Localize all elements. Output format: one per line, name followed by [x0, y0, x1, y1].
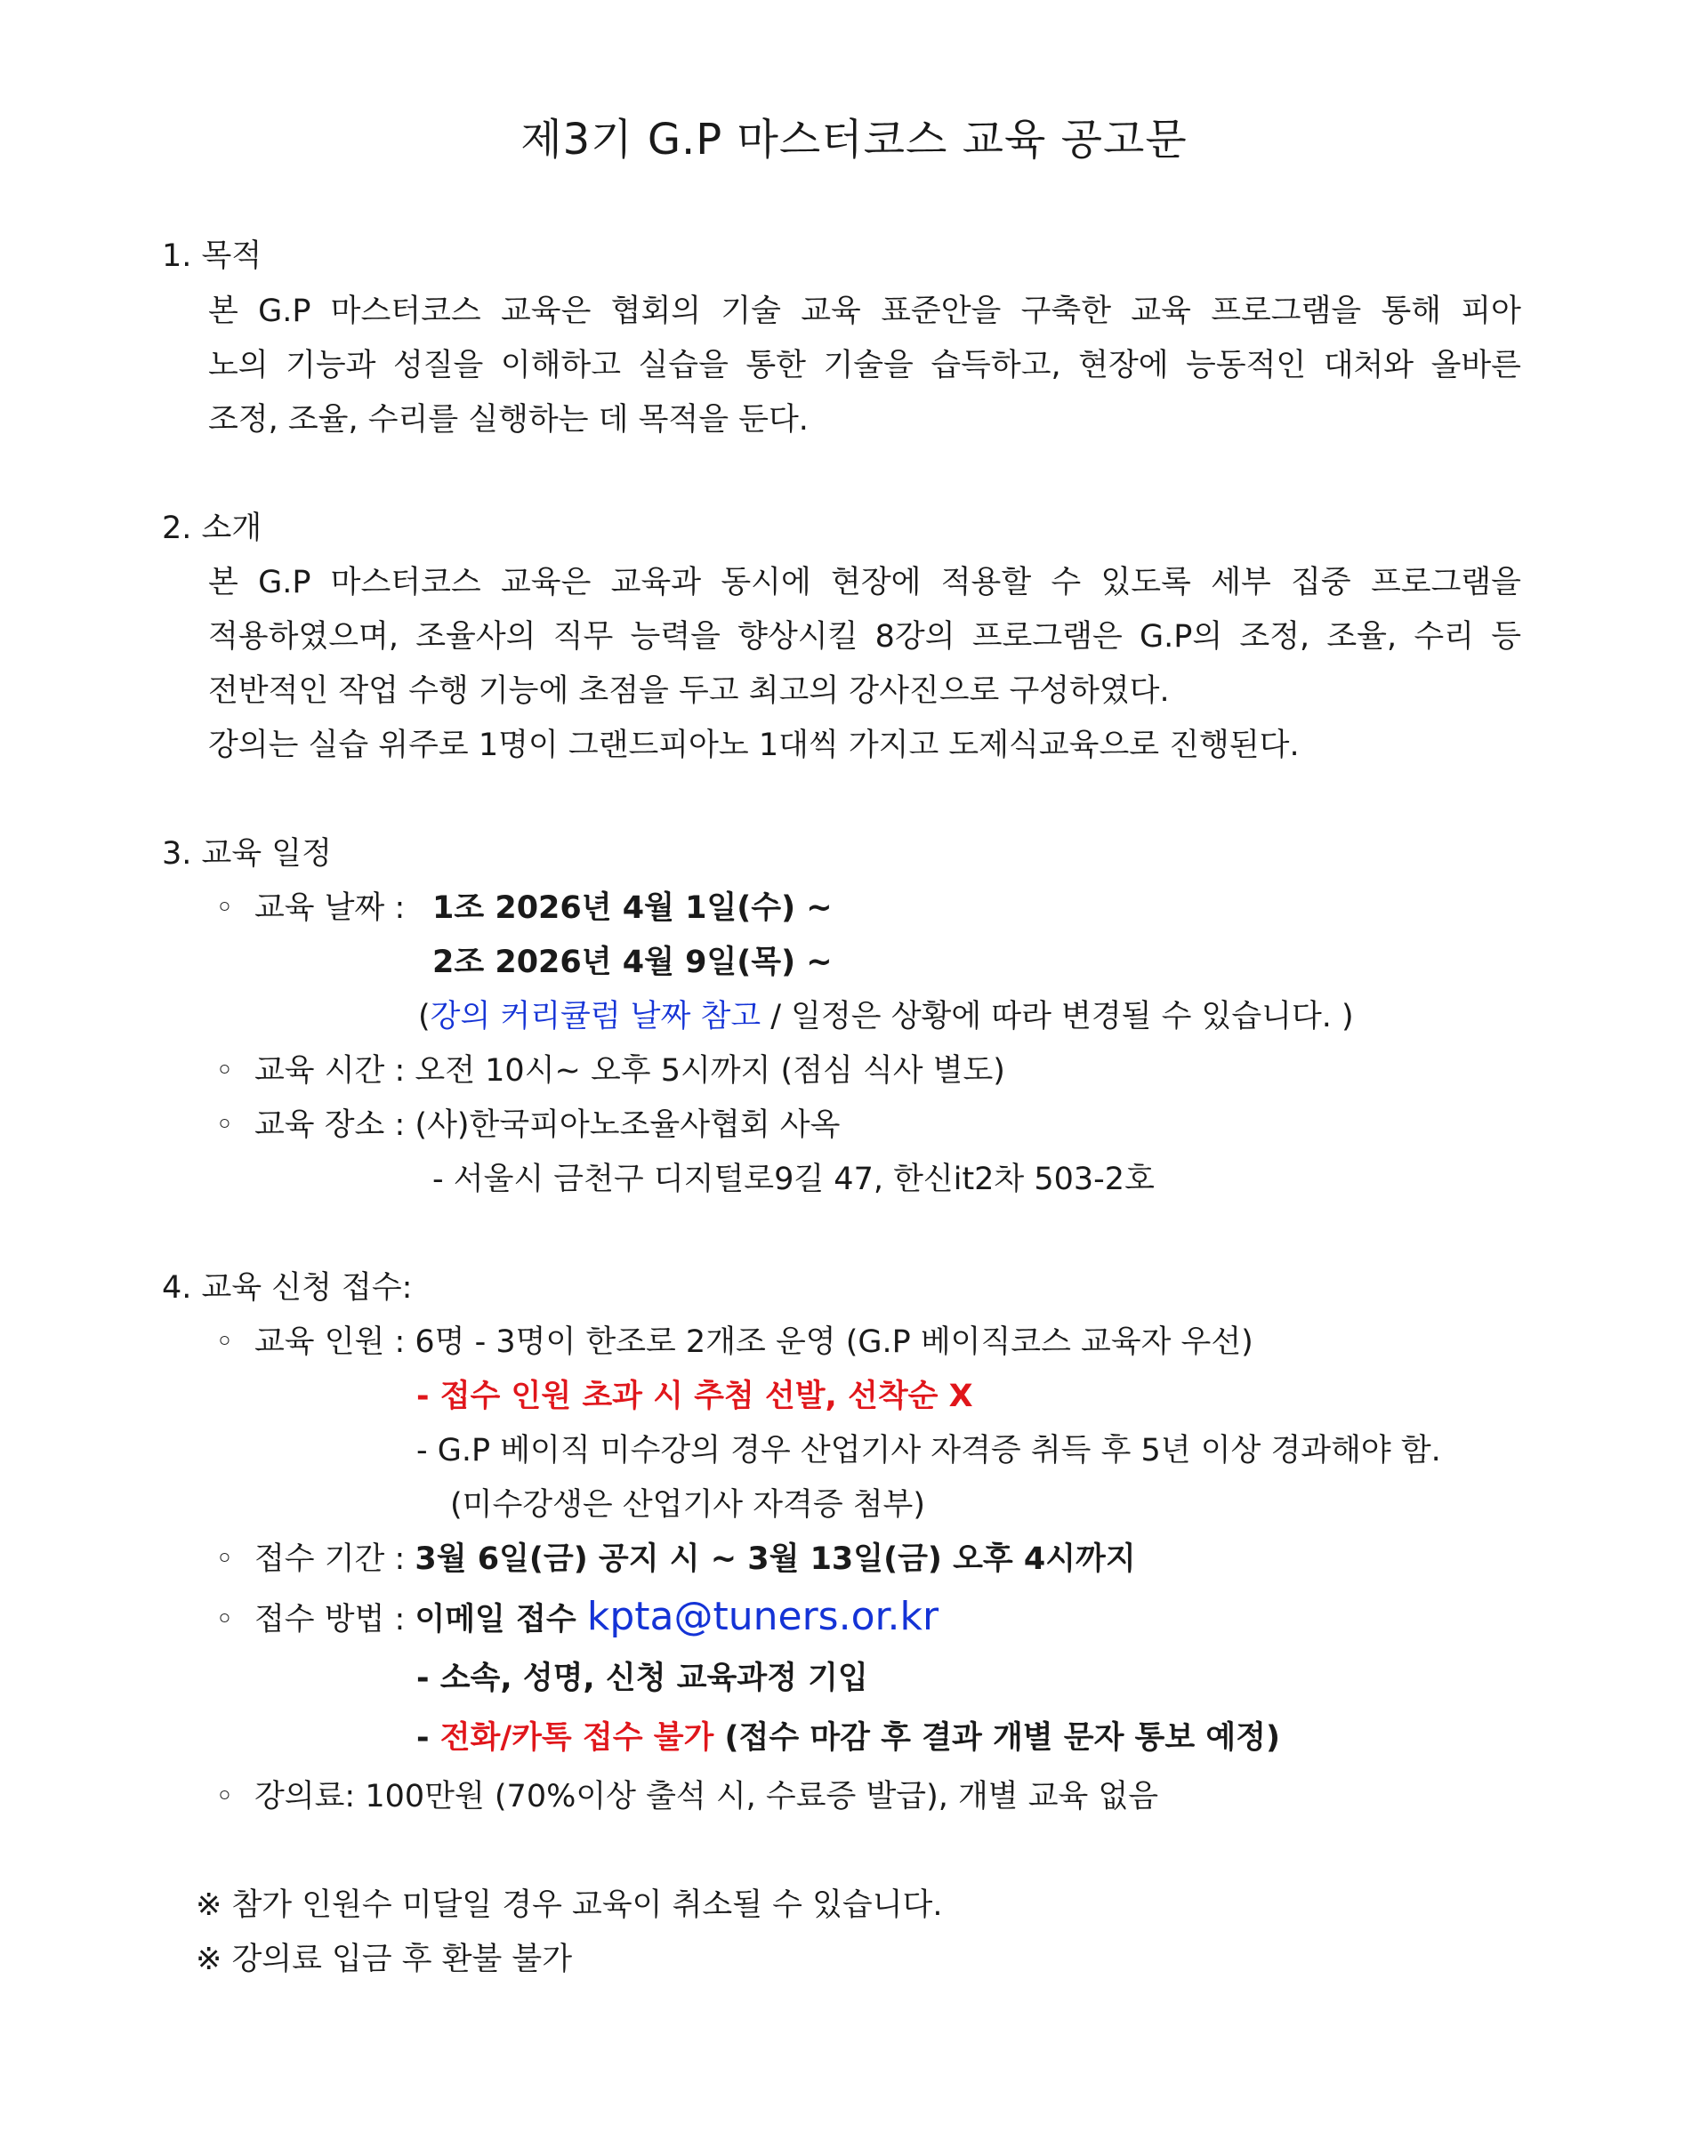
- section-2-line-2: 적용하였으며, 조율사의 직무 능력을 향상시킬 8강의 프로그램은 G.P의 조정, 조율, 수리 등: [208, 619, 1521, 655]
- apply-period-row: [215, 1533, 1136, 1586]
- apply-info: - 소속, 성명, 신청 교육과정 기입: [416, 1661, 868, 1696]
- lottery-notice: - 접수 인원 초과 시 추첨 선발, 선착순 X: [416, 1379, 973, 1414]
- basic-condition-2: (미수강생은 산업기사 자격증 첨부): [450, 1487, 926, 1523]
- fee-row: [215, 1770, 1158, 1823]
- schedule-address: - 서울시 금천구 디지털로9길 47, 한신it2차 503-2호: [432, 1162, 1155, 1197]
- fee: 강의료: 100만원 (70%이상 출석 시, 수료증 발급), 개별 교육 없음: [254, 1779, 1159, 1814]
- phone-dash: -: [416, 1720, 440, 1756]
- date-group-2: 2조 2026년 4월 9일(목) ~: [432, 945, 833, 980]
- note-rest: / 일정은 상황에 따라 변경될 수 있습니다. ): [761, 999, 1354, 1034]
- apply-people: 교육 인원 : 6명 - 3명이 한조로 2개조 운영 (G.P 베이직코스 교육자 우선): [254, 1324, 1253, 1360]
- curriculum-reference: 강의 커리큘럼 날짜 참고: [430, 999, 761, 1034]
- apply-people-row: [215, 1315, 1253, 1369]
- note-1: ※ 참가 인원수 미달일 경우 교육이 취소될 수 있습니다.: [196, 1887, 943, 1923]
- phone-notice: [416, 1711, 1280, 1765]
- section-2-line-3: 전반적인 작업 수행 기능에 초점을 두고 최고의 강사진으로 구성하였다.: [208, 673, 1170, 709]
- schedule-time-row: [215, 1044, 1005, 1098]
- section-4-heading: 4. 교육 신청 접수:: [162, 1270, 413, 1306]
- bullet-icon: ◦: [215, 890, 234, 926]
- schedule-place-row: [215, 1098, 840, 1152]
- method-label: 접수 방법 :: [254, 1602, 415, 1637]
- note-2: ※ 강의료 입금 후 환불 불가: [196, 1942, 573, 1977]
- section-2-line-1: 본 G.P 마스터코스 교육은 교육과 동시에 현장에 적용할 수 있도록 세부 집중 프로그램을: [208, 565, 1521, 600]
- period-label: 접수 기간 :: [254, 1541, 415, 1577]
- note-paren: (: [418, 999, 431, 1034]
- basic-condition: - G.P 베이직 미수강의 경우 산업기사 자격증 취득 후 5년 이상 경과해야 함.: [416, 1433, 1441, 1468]
- phone-not-accepted: 전화/카톡 접수 불가: [439, 1720, 714, 1756]
- section-1-line-2: 노의 기능과 성질을 이해하고 실습을 통한 기술을 습득하고, 현장에 능동적인 대처와 올바른: [208, 348, 1521, 383]
- bullet-icon: ◦: [215, 1324, 234, 1360]
- schedule-note: [418, 990, 1354, 1043]
- bullet-icon: ◦: [215, 1602, 234, 1637]
- apply-method-row: [215, 1590, 939, 1646]
- schedule-date-row: [215, 881, 405, 935]
- bullet-icon: ◦: [215, 1107, 234, 1143]
- date-label: 교육 날짜 :: [254, 890, 406, 926]
- phone-rest: (접수 마감 후 결과 개별 문자 통보 예정): [713, 1720, 1280, 1756]
- section-1-line-3: 조정, 조율, 수리를 실행하는 데 목적을 둔다.: [208, 402, 809, 438]
- bullet-icon: ◦: [215, 1779, 234, 1814]
- date-group-1: 1조 2026년 4월 1일(수) ~: [432, 890, 833, 926]
- apply-method: 이메일 접수: [415, 1602, 587, 1637]
- section-1-line-1: 본 G.P 마스터코스 교육은 협회의 기술 교육 표준안을 구축한 교육 프로그램을 통해 피아: [208, 294, 1521, 329]
- section-2-heading: 2. 소개: [162, 511, 262, 546]
- bullet-icon: ◦: [215, 1541, 234, 1577]
- section-3-heading: 3. 교육 일정: [162, 836, 332, 872]
- section-2-line-4: 강의는 실습 위주로 1명이 그랜드피아노 1대씩 가지고 도제식교육으로 진행된다.: [208, 728, 1300, 763]
- page-title: 제3기 G.P 마스터코스 교육 공고문: [520, 115, 1188, 165]
- schedule-place: 교육 장소 : (사)한국피아노조율사협회 사옥: [254, 1107, 841, 1143]
- apply-period: 3월 6일(금) 공지 시 ~ 3월 13일(금) 오후 4시까지: [415, 1541, 1136, 1577]
- email-link[interactable]: kpta@tuners.or.kr: [586, 1594, 939, 1639]
- section-1-heading: 1. 목적: [162, 238, 262, 274]
- bullet-icon: ◦: [215, 1053, 234, 1089]
- schedule-time: 교육 시간 : 오전 10시~ 오후 5시까지 (점심 식사 별도): [254, 1053, 1005, 1089]
